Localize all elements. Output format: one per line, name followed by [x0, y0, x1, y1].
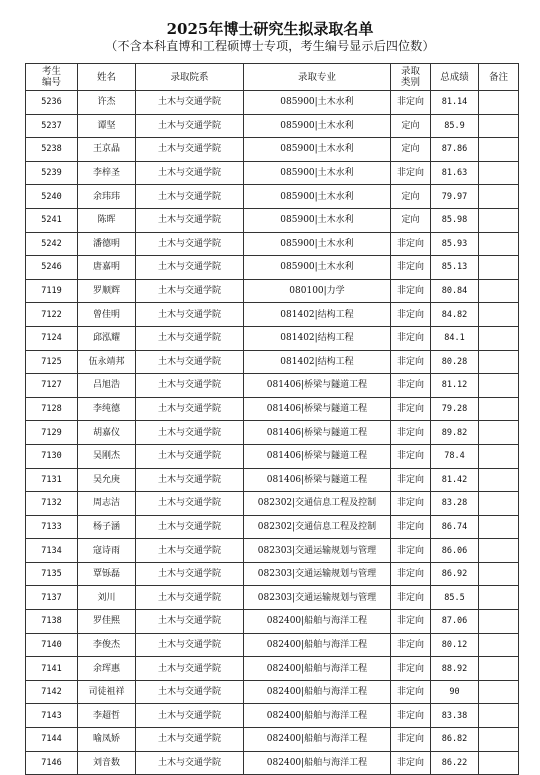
- cell-score: 81.14: [431, 91, 479, 115]
- table-row: [26, 515, 519, 539]
- cell-category: 非定向: [391, 633, 431, 657]
- cell-category: 非定向: [391, 515, 431, 539]
- cell-remarks: [479, 728, 519, 752]
- table-row: [26, 397, 519, 421]
- cell-major: 081406|桥梁与隧道工程: [244, 444, 391, 468]
- cell-score: 83.28: [431, 492, 479, 516]
- cell-name: 邱泓耀: [78, 326, 136, 350]
- cell-department: 土木与交通学院: [136, 610, 244, 634]
- cell-department: 土木与交通学院: [136, 161, 244, 185]
- cell-score: 86.92: [431, 562, 479, 586]
- table-row: [26, 232, 519, 256]
- cell-department: 土木与交通学院: [136, 421, 244, 445]
- cell-major: 080100|力学: [244, 279, 391, 303]
- cell-exam-id: 7141: [26, 657, 78, 681]
- table-header-row: [26, 64, 519, 91]
- cell-major: 085900|土木水利: [244, 208, 391, 232]
- cell-remarks: [479, 279, 519, 303]
- cell-name: 吴刚杰: [78, 444, 136, 468]
- cell-score: 84.1: [431, 326, 479, 350]
- cell-category: 定向: [391, 208, 431, 232]
- cell-category: 非定向: [391, 232, 431, 256]
- cell-name: 罗顺辉: [78, 279, 136, 303]
- cell-name: 王京晶: [78, 138, 136, 162]
- cell-name: 潘德明: [78, 232, 136, 256]
- cell-exam-id: 7130: [26, 444, 78, 468]
- cell-remarks: [479, 303, 519, 327]
- cell-department: 土木与交通学院: [136, 515, 244, 539]
- cell-major: 082400|船舶与海洋工程: [244, 633, 391, 657]
- cell-major: 082303|交通运输规划与管理: [244, 562, 391, 586]
- table-row: [26, 539, 519, 563]
- cell-score: 88.92: [431, 657, 479, 681]
- cell-department: 土木与交通学院: [136, 91, 244, 115]
- table-row: [26, 492, 519, 516]
- cell-score: 81.12: [431, 374, 479, 398]
- cell-score: 80.84: [431, 279, 479, 303]
- cell-remarks: [479, 138, 519, 162]
- cell-department: 土木与交通学院: [136, 468, 244, 492]
- cell-category: 非定向: [391, 680, 431, 704]
- cell-name: 余玮玮: [78, 185, 136, 209]
- cell-exam-id: 7129: [26, 421, 78, 445]
- cell-remarks: [479, 91, 519, 115]
- cell-category: 非定向: [391, 279, 431, 303]
- cell-category: 非定向: [391, 444, 431, 468]
- cell-remarks: [479, 397, 519, 421]
- cell-name: 李超哲: [78, 704, 136, 728]
- cell-major: 081406|桥梁与隧道工程: [244, 468, 391, 492]
- cell-name: 罗佳熙: [78, 610, 136, 634]
- cell-name: 陈晖: [78, 208, 136, 232]
- cell-remarks: [479, 185, 519, 209]
- cell-category: 非定向: [391, 397, 431, 421]
- cell-remarks: [479, 751, 519, 775]
- cell-exam-id: 5236: [26, 91, 78, 115]
- cell-exam-id: 5240: [26, 185, 78, 209]
- cell-exam-id: 7132: [26, 492, 78, 516]
- table-row: [26, 562, 519, 586]
- cell-score: 86.82: [431, 728, 479, 752]
- cell-major: 082400|船舶与海洋工程: [244, 751, 391, 775]
- cell-exam-id: 7122: [26, 303, 78, 327]
- cell-category: 非定向: [391, 256, 431, 280]
- cell-score: 80.28: [431, 350, 479, 374]
- cell-department: 土木与交通学院: [136, 751, 244, 775]
- cell-remarks: [479, 633, 519, 657]
- cell-exam-id: 7137: [26, 586, 78, 610]
- table-row: [26, 468, 519, 492]
- cell-department: 土木与交通学院: [136, 232, 244, 256]
- cell-score: 85.93: [431, 232, 479, 256]
- cell-exam-id: 5238: [26, 138, 78, 162]
- cell-category: 定向: [391, 114, 431, 138]
- cell-exam-id: 7134: [26, 539, 78, 563]
- cell-score: 85.13: [431, 256, 479, 280]
- cell-exam-id: 7128: [26, 397, 78, 421]
- cell-remarks: [479, 539, 519, 563]
- cell-department: 土木与交通学院: [136, 704, 244, 728]
- cell-department: 土木与交通学院: [136, 185, 244, 209]
- cell-category: 非定向: [391, 326, 431, 350]
- header-category: 录取 类别: [391, 64, 431, 91]
- cell-remarks: [479, 374, 519, 398]
- cell-exam-id: 5241: [26, 208, 78, 232]
- cell-category: 非定向: [391, 539, 431, 563]
- cell-name: 杨子涵: [78, 515, 136, 539]
- cell-remarks: [479, 610, 519, 634]
- cell-department: 土木与交通学院: [136, 444, 244, 468]
- cell-name: 司徒祖祥: [78, 680, 136, 704]
- cell-category: 非定向: [391, 303, 431, 327]
- cell-department: 土木与交通学院: [136, 350, 244, 374]
- cell-department: 土木与交通学院: [136, 208, 244, 232]
- cell-exam-id: 7127: [26, 374, 78, 398]
- cell-department: 土木与交通学院: [136, 256, 244, 280]
- cell-department: 土木与交通学院: [136, 586, 244, 610]
- cell-category: 非定向: [391, 586, 431, 610]
- cell-remarks: [479, 232, 519, 256]
- table-row: [26, 326, 519, 350]
- cell-score: 89.82: [431, 421, 479, 445]
- cell-exam-id: 7133: [26, 515, 78, 539]
- cell-category: 非定向: [391, 421, 431, 445]
- table-row: [26, 303, 519, 327]
- cell-exam-id: 7138: [26, 610, 78, 634]
- cell-score: 81.63: [431, 161, 479, 185]
- cell-exam-id: 7146: [26, 751, 78, 775]
- cell-major: 081406|桥梁与隧道工程: [244, 374, 391, 398]
- cell-major: 081406|桥梁与隧道工程: [244, 421, 391, 445]
- table-row: [26, 444, 519, 468]
- cell-name: 吕旭浩: [78, 374, 136, 398]
- table-row: [26, 161, 519, 185]
- cell-score: 79.97: [431, 185, 479, 209]
- cell-remarks: [479, 680, 519, 704]
- cell-name: 李纯德: [78, 397, 136, 421]
- cell-remarks: [479, 562, 519, 586]
- cell-department: 土木与交通学院: [136, 114, 244, 138]
- page-subtitle: （不含本科直博和工程硕博士专项，考生编号显示后四位数）: [105, 39, 435, 53]
- cell-name: 曾佳明: [78, 303, 136, 327]
- cell-department: 土木与交通学院: [136, 326, 244, 350]
- cell-remarks: [479, 421, 519, 445]
- cell-department: 土木与交通学院: [136, 728, 244, 752]
- table-row: [26, 728, 519, 752]
- cell-remarks: [479, 704, 519, 728]
- cell-category: 定向: [391, 138, 431, 162]
- cell-remarks: [479, 326, 519, 350]
- cell-major: 085900|土木水利: [244, 256, 391, 280]
- cell-exam-id: 7144: [26, 728, 78, 752]
- table-row: [26, 680, 519, 704]
- cell-major: 082400|船舶与海洋工程: [244, 704, 391, 728]
- header-exam-id: 考生 编号: [26, 64, 78, 91]
- table-row: [26, 114, 519, 138]
- cell-remarks: [479, 468, 519, 492]
- cell-score: 85.98: [431, 208, 479, 232]
- cell-department: 土木与交通学院: [136, 279, 244, 303]
- header-score: 总成绩: [431, 64, 479, 91]
- cell-score: 84.82: [431, 303, 479, 327]
- header-major: 录取专业: [244, 64, 391, 91]
- table-row: [26, 633, 519, 657]
- cell-department: 土木与交通学院: [136, 303, 244, 327]
- table-row: [26, 256, 519, 280]
- admission-table: [25, 63, 519, 775]
- cell-name: 谭坚: [78, 114, 136, 138]
- cell-category: 非定向: [391, 657, 431, 681]
- cell-category: 非定向: [391, 492, 431, 516]
- cell-major: 085900|土木水利: [244, 161, 391, 185]
- cell-major: 082303|交通运输规划与管理: [244, 539, 391, 563]
- cell-score: 80.12: [431, 633, 479, 657]
- cell-exam-id: 5242: [26, 232, 78, 256]
- table-row: [26, 138, 519, 162]
- cell-score: 83.38: [431, 704, 479, 728]
- cell-name: 刘川: [78, 586, 136, 610]
- cell-remarks: [479, 161, 519, 185]
- cell-department: 土木与交通学院: [136, 138, 244, 162]
- header-name: 姓名: [78, 64, 136, 91]
- cell-score: 86.06: [431, 539, 479, 563]
- cell-name: 唐嘉明: [78, 256, 136, 280]
- cell-major: 081402|结构工程: [244, 303, 391, 327]
- cell-remarks: [479, 586, 519, 610]
- cell-score: 86.74: [431, 515, 479, 539]
- cell-name: 余珲惠: [78, 657, 136, 681]
- cell-remarks: [479, 515, 519, 539]
- cell-category: 非定向: [391, 91, 431, 115]
- table-body: [26, 91, 519, 775]
- cell-category: 非定向: [391, 610, 431, 634]
- cell-score: 87.06: [431, 610, 479, 634]
- cell-name: 李梓圣: [78, 161, 136, 185]
- cell-remarks: [479, 657, 519, 681]
- cell-score: 85.5: [431, 586, 479, 610]
- cell-exam-id: 5237: [26, 114, 78, 138]
- cell-name: 李俊杰: [78, 633, 136, 657]
- cell-name: 覃铄磊: [78, 562, 136, 586]
- cell-name: 吴允庚: [78, 468, 136, 492]
- cell-department: 土木与交通学院: [136, 539, 244, 563]
- cell-major: 085900|土木水利: [244, 91, 391, 115]
- cell-category: 定向: [391, 185, 431, 209]
- cell-major: 082400|船舶与海洋工程: [244, 728, 391, 752]
- cell-major: 082400|船舶与海洋工程: [244, 680, 391, 704]
- cell-score: 79.28: [431, 397, 479, 421]
- cell-exam-id: 7140: [26, 633, 78, 657]
- table-row: [26, 91, 519, 115]
- cell-name: 刘音数: [78, 751, 136, 775]
- table-row: [26, 704, 519, 728]
- cell-name: 寇诗雨: [78, 539, 136, 563]
- cell-category: 非定向: [391, 161, 431, 185]
- cell-major: 085900|土木水利: [244, 185, 391, 209]
- cell-exam-id: 5239: [26, 161, 78, 185]
- cell-name: 许杰: [78, 91, 136, 115]
- cell-score: 78.4: [431, 444, 479, 468]
- cell-department: 土木与交通学院: [136, 492, 244, 516]
- cell-category: 非定向: [391, 704, 431, 728]
- table-row: [26, 350, 519, 374]
- cell-major: 081406|桥梁与隧道工程: [244, 397, 391, 421]
- page-title: 2025年博士研究生拟录取名单: [166, 20, 374, 38]
- cell-remarks: [479, 208, 519, 232]
- cell-major: 082400|船舶与海洋工程: [244, 610, 391, 634]
- cell-exam-id: 7142: [26, 680, 78, 704]
- table-row: [26, 586, 519, 610]
- cell-remarks: [479, 444, 519, 468]
- cell-major: 082302|交通信息工程及控制: [244, 492, 391, 516]
- cell-category: 非定向: [391, 562, 431, 586]
- cell-exam-id: 5246: [26, 256, 78, 280]
- table-row: [26, 421, 519, 445]
- cell-remarks: [479, 350, 519, 374]
- cell-major: 081402|结构工程: [244, 326, 391, 350]
- cell-remarks: [479, 256, 519, 280]
- table-row: [26, 374, 519, 398]
- cell-department: 土木与交通学院: [136, 374, 244, 398]
- cell-name: 喻凤娇: [78, 728, 136, 752]
- table-row: [26, 185, 519, 209]
- cell-category: 非定向: [391, 468, 431, 492]
- cell-category: 非定向: [391, 350, 431, 374]
- cell-exam-id: 7135: [26, 562, 78, 586]
- cell-major: 085900|土木水利: [244, 138, 391, 162]
- cell-major: 082302|交通信息工程及控制: [244, 515, 391, 539]
- cell-name: 伍永靖邦: [78, 350, 136, 374]
- cell-major: 085900|土木水利: [244, 232, 391, 256]
- table-row: [26, 610, 519, 634]
- cell-score: 85.9: [431, 114, 479, 138]
- cell-department: 土木与交通学院: [136, 680, 244, 704]
- cell-major: 081402|结构工程: [244, 350, 391, 374]
- cell-score: 81.42: [431, 468, 479, 492]
- header-department: 录取院系: [136, 64, 244, 91]
- cell-exam-id: 7143: [26, 704, 78, 728]
- table-row: [26, 208, 519, 232]
- cell-department: 土木与交通学院: [136, 633, 244, 657]
- cell-category: 非定向: [391, 728, 431, 752]
- cell-exam-id: 7124: [26, 326, 78, 350]
- cell-category: 非定向: [391, 374, 431, 398]
- cell-name: 胡嘉仪: [78, 421, 136, 445]
- cell-major: 082303|交通运输规划与管理: [244, 586, 391, 610]
- cell-score: 87.86: [431, 138, 479, 162]
- cell-exam-id: 7125: [26, 350, 78, 374]
- table-row: [26, 657, 519, 681]
- cell-remarks: [479, 114, 519, 138]
- cell-score: 86.22: [431, 751, 479, 775]
- cell-exam-id: 7131: [26, 468, 78, 492]
- table-row: [26, 751, 519, 775]
- table-row: [26, 279, 519, 303]
- cell-remarks: [479, 492, 519, 516]
- header-remarks: 备注: [479, 64, 519, 91]
- cell-major: 082400|船舶与海洋工程: [244, 657, 391, 681]
- cell-department: 土木与交通学院: [136, 657, 244, 681]
- cell-name: 周志洁: [78, 492, 136, 516]
- cell-department: 土木与交通学院: [136, 397, 244, 421]
- cell-department: 土木与交通学院: [136, 562, 244, 586]
- cell-major: 085900|土木水利: [244, 114, 391, 138]
- cell-category: 非定向: [391, 751, 431, 775]
- cell-score: 90: [431, 680, 479, 704]
- cell-exam-id: 7119: [26, 279, 78, 303]
